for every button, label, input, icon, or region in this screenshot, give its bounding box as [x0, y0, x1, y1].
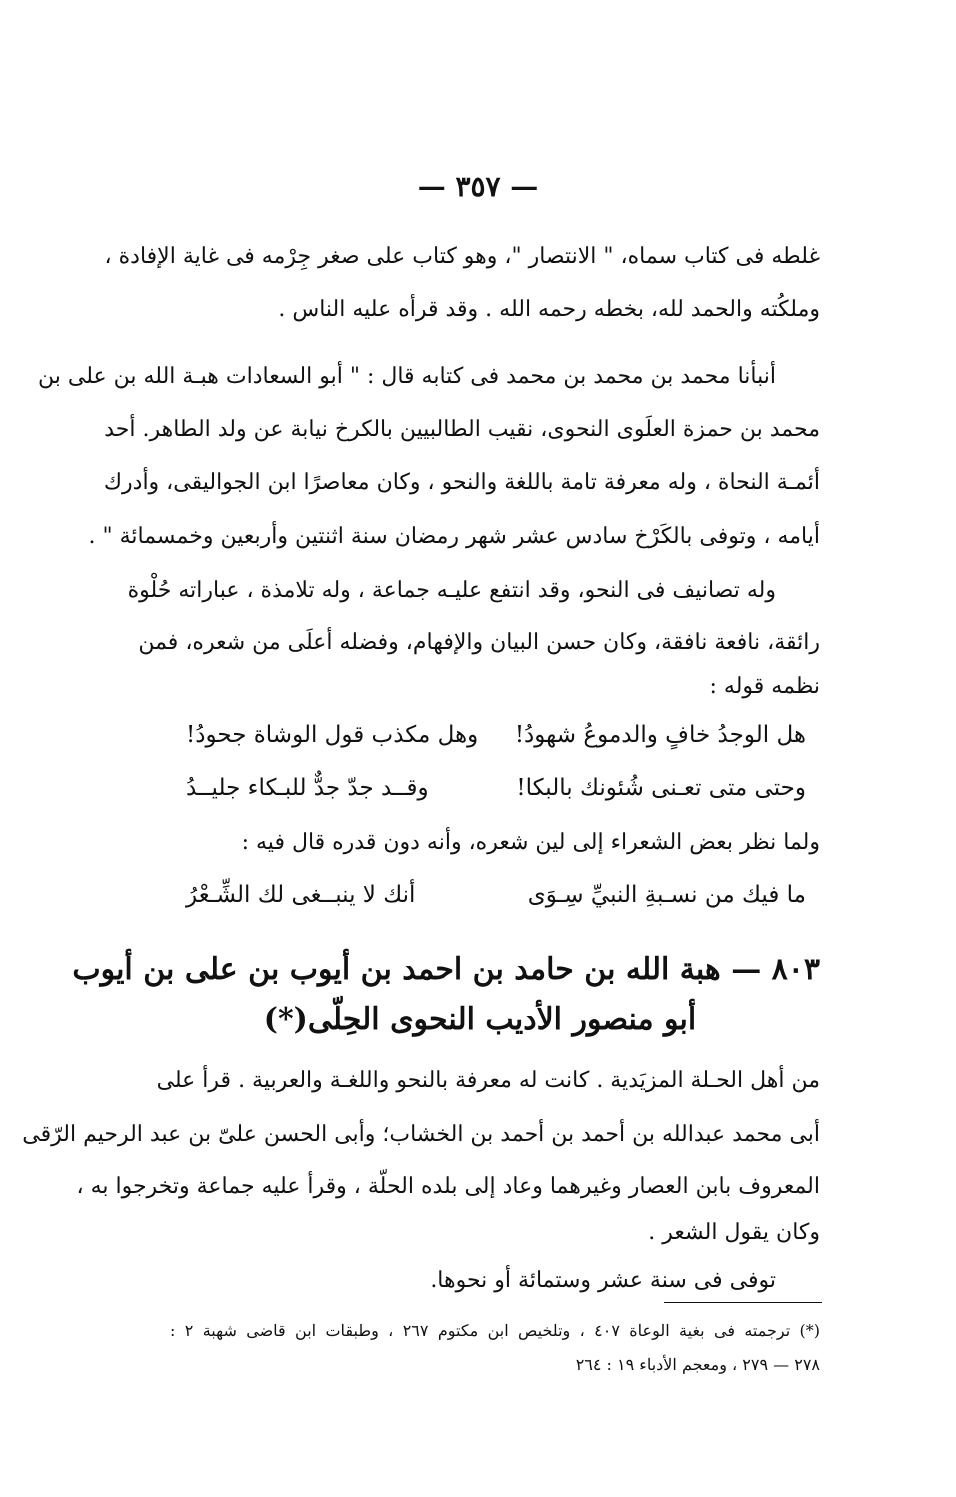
footnote-rule — [664, 1302, 822, 1303]
text-line: ولما نظر بعض الشعراء إلى لين شعره، وأنه دون قدره قال فيه : — [241, 830, 820, 855]
verse-hemistich-right: هل الوجدُ خافٍ والدموعُ شهودُ! — [514, 722, 806, 748]
text-line: أنبأنا محمد بن محمد بن محمد فى كتابه قال : " أبو السعادات هبـة الله بن على بن — [38, 364, 776, 389]
text-line: المعروف بابن العصار وغيرهما وعاد إلى بلده الحلّة ، وقرأ عليه جماعة وتخرجوا به ، — [76, 1174, 820, 1199]
text-line: وملكُته والحمد لله، بخطه رحمه الله . وقد قرأه عليه الناس . — [278, 297, 820, 322]
verse-hemistich-left: وقــد جدّ جدٌّ للبـكاء جليــدُ — [186, 775, 429, 801]
verse-hemistich-right: وحتى متى تعـنى شُئونك بالبكا! — [516, 775, 806, 801]
verse-hemistich-left: أنك لا ينبــغى لك الشِّـعْرُ — [186, 882, 416, 908]
text-line: محمد بن حمزة العلَوى النحوى، نقيب الطالبيين بالكرخ نيابة عن ولد الطاهر. أحد — [104, 417, 820, 442]
text-line: نظمه قوله : — [709, 674, 820, 699]
text-line: وله تصانيف فى النحو، وقد انتفع عليـه جماعة ، وله تلامذة ، عباراته حُلْوة — [127, 578, 776, 603]
text-line: غلطه فى كتاب سماه، " الانتصار "، وهو كتاب على صغر جِرْمه فى غاية الإفادة ، — [104, 244, 820, 269]
verse-hemistich-right: ما فيك من نسـبةِ النبيِّ سِـوَى — [527, 882, 806, 908]
footnote-line: ٢٧٨ — ٢٧٩ ، ومعجم الأدباء ١٩ : ٢٦٤ — [575, 1355, 820, 1374]
entry-subheading: أبو منصور الأديب النحوى الحِلّى(*) — [263, 1002, 697, 1037]
text-line: توفى فى سنة عشر وستمائة أو نحوها. — [430, 1268, 776, 1293]
page-number: — ٣٥٧ — — [417, 170, 539, 203]
text-line: رائقة، نافعة نافقة، وكان حسن البيان والإفهام، وفضله أعلَى من شعره، فمن — [138, 630, 820, 655]
entry-heading: ٨٠٣ — هبة الله بن حامد بن احمد بن أيوب بن على بن أيوب — [72, 952, 820, 987]
text-line: من أهل الحـلة المزيَدية . كانت له معرفة بالنحو واللغـة والعربية . قرأ على — [156, 1068, 820, 1093]
text-line: وكان يقول الشعر . — [648, 1220, 820, 1245]
text-line: أبى محمد عبدالله بن أحمد بن أحمد بن الخشاب؛ وأبى الحسن علىّ بن عبد الرحيم الرّقى — [22, 1122, 820, 1147]
text-line: أئمـة النحاة ، وله معرفة تامة باللغة والنحو ، وكان معاصرًا ابن الجواليقى، وأدرك — [103, 470, 820, 495]
verse-hemistich-left: وهل مكذب قول الوشاة جحودُ! — [186, 722, 479, 748]
text-line: أيامه ، وتوفى بالكَرْخ سادس عشر شهر رمضان سنة اثنتين وأربعين وخمسمائة " . — [88, 524, 820, 549]
footnote-line: (*) ترجمته فى بغية الوعاة ٤٠٧ ، وتلخيص ابن مكتوم ٢٦٧ ، وطبقات ابن قاضى شهبة ٢ : — [170, 1321, 820, 1340]
